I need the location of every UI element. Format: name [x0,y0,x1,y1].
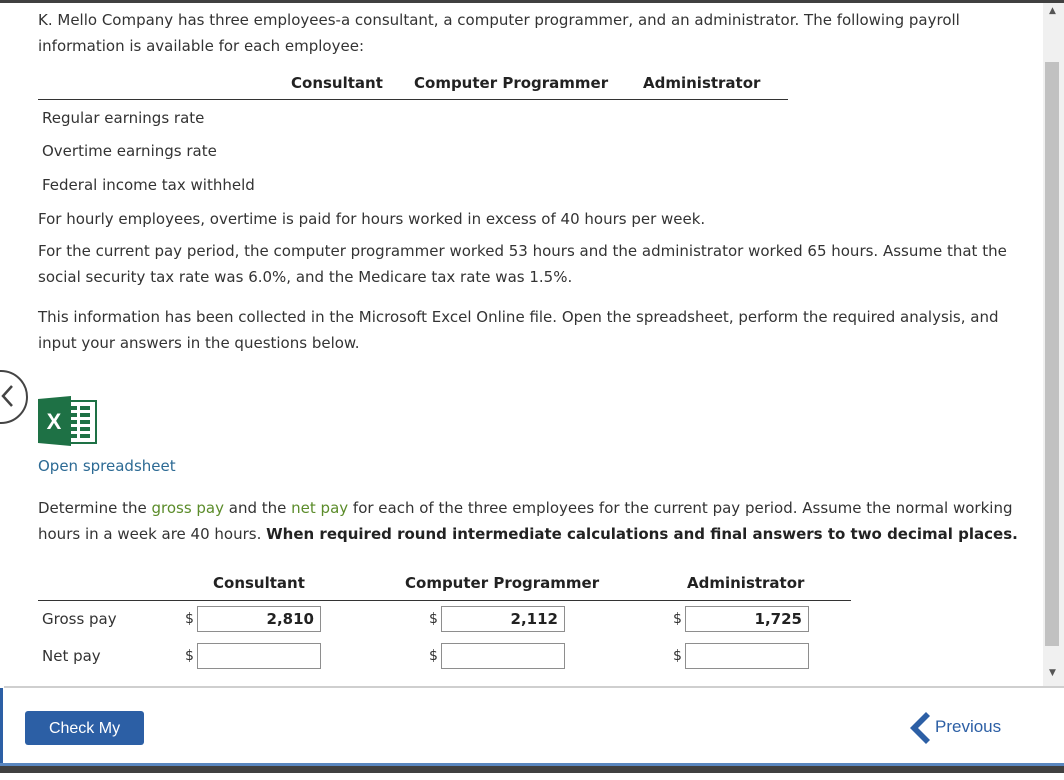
dollar-sign: $ [185,648,194,664]
intro-text: K. Mello Company has three employees-a consultant, a computer programmer, and an administrator. The following payroll information is available for each employee: [38,11,960,55]
excel-icon[interactable] [38,396,98,446]
bottom-border [0,763,1064,773]
consultant-gross-pay-input[interactable] [197,606,321,632]
footer [0,688,1064,765]
question-text [38,495,1028,547]
dollar-sign: $ [429,611,438,627]
overtime-note: For hourly employees, overtime is paid for hours worked in excess of 40 hours per week. [38,210,706,228]
rounding-instruction: When required round intermediate calculations and final answers to two decimal places. [266,525,1018,543]
row-label: Overtime earnings rate [42,142,217,160]
gross-pay-term[interactable]: gross pay [151,499,224,517]
administrator-net-pay-input[interactable] [685,643,809,669]
answer-header-consultant: Consultant [213,574,305,592]
payroll-header-consultant: Consultant [291,74,383,92]
programmer-gross-pay-input[interactable] [441,606,565,632]
consultant-net-pay-input[interactable] [197,643,321,669]
bottom-border-accent [0,763,1064,766]
scroll-down-icon[interactable]: ▼ [1049,668,1056,678]
payroll-header-programmer: Computer Programmer [414,74,609,92]
pay-period-text: For the current pay period, the computer programmer worked 53 hours and the administrator worked 65 hours. Assume that the social security tax rate was 6.0%, and the Medicare tax rate was 1.5%. [38,242,1007,286]
question-content [0,3,1043,686]
check-my-work-button[interactable]: Check My [25,711,144,745]
answer-header-programmer: Computer Programmer [405,574,600,592]
gross-pay-label: Gross pay [42,610,117,628]
footer-accent-bar [0,688,3,763]
scroll-up-icon[interactable]: ▲ [1049,6,1056,16]
spreadsheet-instructions: This information has been collected in the Microsoft Excel Online file. Open the spreadsheet, perform the required analysis, and input your answers in the questions below. [38,308,999,352]
dollar-sign: $ [185,611,194,627]
programmer-net-pay-input[interactable] [441,643,565,669]
chevron-left-icon [908,711,930,745]
dollar-sign: $ [429,648,438,664]
chevron-left-icon [0,383,14,409]
answer-header-rule [38,600,851,601]
open-spreadsheet-link[interactable]: Open spreadsheet [38,457,176,475]
question-text-3: for each of the three employees for the current pay period. Assume the normal working hours in a week are 40 hours. [38,499,1013,543]
row-label: Federal income tax withheld [42,176,255,194]
net-pay-label: Net pay [42,647,101,665]
administrator-gross-pay-input[interactable] [685,606,809,632]
dollar-sign: $ [673,648,682,664]
payroll-header-rule [38,99,788,100]
previous-label: Previous [935,717,1002,736]
payroll-header-administrator: Administrator [643,74,761,92]
net-pay-term[interactable]: net pay [291,499,349,517]
dollar-sign: $ [673,611,682,627]
row-label: Regular earnings rate [42,109,205,127]
question-text-2: and the [224,499,292,517]
question-text-1: Determine the [38,499,152,517]
answer-header-administrator: Administrator [687,574,805,592]
svg-text:X: X [46,409,62,434]
scrollbar-thumb[interactable] [1045,62,1059,646]
